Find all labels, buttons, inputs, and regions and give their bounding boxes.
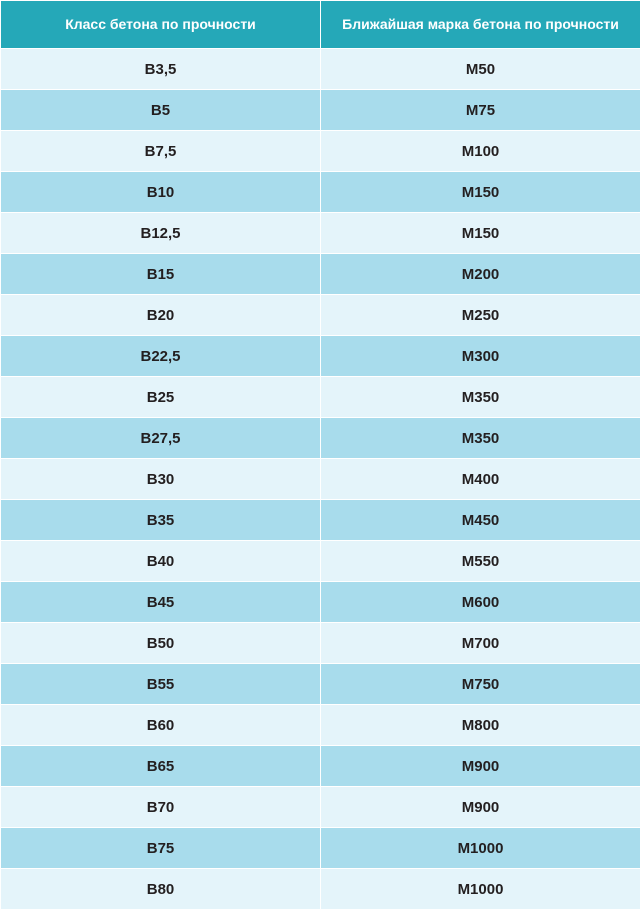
cell-concrete-grade: М550 <box>321 541 640 582</box>
table-row <box>1 418 640 459</box>
cell-concrete-class: В15 <box>1 254 321 295</box>
cell-concrete-class: В27,5 <box>1 418 321 459</box>
cell-concrete-class: В35 <box>1 500 321 541</box>
cell-concrete-grade: М150 <box>321 172 640 213</box>
cell-concrete-class: В5 <box>1 90 321 131</box>
cell-concrete-grade: М1000 <box>321 828 640 869</box>
cell-concrete-class: В25 <box>1 377 321 418</box>
cell-concrete-class: В20 <box>1 295 321 336</box>
table-row <box>1 377 640 418</box>
cell-concrete-grade: М150 <box>321 213 640 254</box>
cell-concrete-grade: М100 <box>321 131 640 172</box>
table-row <box>1 705 640 746</box>
table-row <box>1 295 640 336</box>
table-row <box>1 336 640 377</box>
table-row <box>1 213 640 254</box>
cell-concrete-grade: М800 <box>321 705 640 746</box>
table-row <box>1 500 640 541</box>
cell-concrete-class: В80 <box>1 869 321 910</box>
cell-concrete-grade: М400 <box>321 459 640 500</box>
cell-concrete-grade: М350 <box>321 377 640 418</box>
cell-concrete-class: В60 <box>1 705 321 746</box>
table-row <box>1 459 640 500</box>
cell-concrete-grade: М600 <box>321 582 640 623</box>
cell-concrete-class: В12,5 <box>1 213 321 254</box>
table-row <box>1 49 640 90</box>
table-row <box>1 131 640 172</box>
cell-concrete-grade: М50 <box>321 49 640 90</box>
cell-concrete-class: В40 <box>1 541 321 582</box>
cell-concrete-class: В3,5 <box>1 49 321 90</box>
cell-concrete-grade: М75 <box>321 90 640 131</box>
cell-concrete-class: В55 <box>1 664 321 705</box>
cell-concrete-grade: М700 <box>321 623 640 664</box>
cell-concrete-grade: М750 <box>321 664 640 705</box>
table-row <box>1 746 640 787</box>
cell-concrete-class: В30 <box>1 459 321 500</box>
table-row <box>1 172 640 213</box>
table-body <box>1 49 640 910</box>
table-row <box>1 254 640 295</box>
cell-concrete-class: В22,5 <box>1 336 321 377</box>
cell-concrete-class: В50 <box>1 623 321 664</box>
table-row <box>1 869 640 910</box>
cell-concrete-class: В10 <box>1 172 321 213</box>
table-row <box>1 541 640 582</box>
cell-concrete-grade: М900 <box>321 746 640 787</box>
table-row <box>1 90 640 131</box>
cell-concrete-grade: М250 <box>321 295 640 336</box>
column-header-concrete-class: Класс бетона по прочности <box>1 1 321 49</box>
column-header-concrete-grade: Ближайшая марка бетона по прочности <box>321 1 640 49</box>
table-header <box>1 1 640 49</box>
cell-concrete-class: В75 <box>1 828 321 869</box>
table-header-row <box>1 1 640 49</box>
table-row <box>1 828 640 869</box>
table-row <box>1 623 640 664</box>
cell-concrete-class: В65 <box>1 746 321 787</box>
table-row <box>1 582 640 623</box>
cell-concrete-grade: М350 <box>321 418 640 459</box>
cell-concrete-class: В45 <box>1 582 321 623</box>
cell-concrete-grade: М200 <box>321 254 640 295</box>
cell-concrete-grade: М450 <box>321 500 640 541</box>
cell-concrete-grade: М1000 <box>321 869 640 910</box>
table-row <box>1 664 640 705</box>
cell-concrete-grade: М900 <box>321 787 640 828</box>
table-row <box>1 787 640 828</box>
cell-concrete-class: В7,5 <box>1 131 321 172</box>
cell-concrete-grade: М300 <box>321 336 640 377</box>
cell-concrete-class: В70 <box>1 787 321 828</box>
